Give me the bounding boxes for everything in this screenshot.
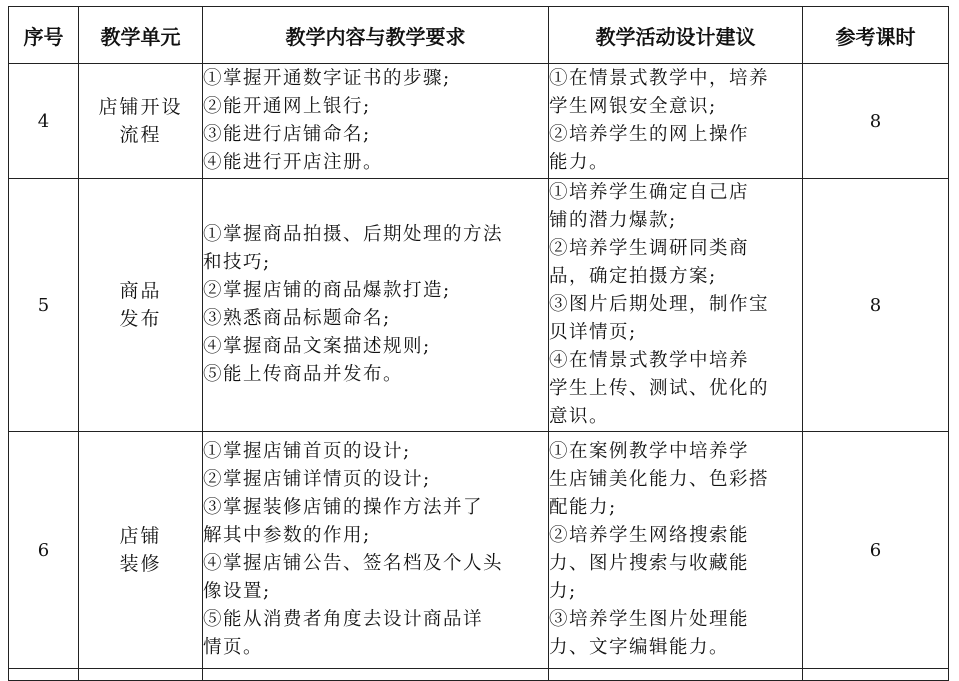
reference-hours: 6 xyxy=(803,432,949,669)
content-line: ③掌握装修店铺的操作方法并了 xyxy=(203,497,484,518)
activity-line: ②培养学生的网上操作 xyxy=(549,124,750,145)
header-content: 教学内容与教学要求 xyxy=(203,7,549,64)
content-line: ②掌握店铺详情页的设计; xyxy=(203,469,431,490)
content-line: ⑤能从消费者角度去设计商品详 xyxy=(203,609,484,630)
content-line: ④掌握商品文案描述规则; xyxy=(203,336,431,357)
reference-hours: 8 xyxy=(803,179,949,432)
table-row-continued xyxy=(9,669,949,681)
activity-suggestions xyxy=(549,179,803,432)
unit-line: 装修 xyxy=(119,553,162,575)
teaching-content xyxy=(203,64,549,179)
activity-line: 学生上传、测试、优化的 xyxy=(549,378,770,399)
row-number: 5 xyxy=(9,179,79,432)
content-line: 像设置; xyxy=(203,581,271,602)
unit-line: 店铺 xyxy=(119,525,162,547)
content-line: ①掌握店铺首页的设计; xyxy=(203,441,411,462)
content-line: 和技巧; xyxy=(203,252,271,273)
reference-hours: 8 xyxy=(803,64,949,179)
activity-line: ③培养学生图片处理能 xyxy=(549,609,750,630)
activity-line: ①培养学生确定自己店 xyxy=(549,182,750,203)
content-line: ②掌握店铺的商品爆款打造; xyxy=(203,280,451,301)
activity-line: 铺的潜力爆款; xyxy=(549,210,677,231)
unit-line: 流程 xyxy=(119,124,162,146)
empty-cell xyxy=(803,669,949,681)
empty-cell xyxy=(549,669,803,681)
unit-line: 店铺开设 xyxy=(98,96,183,118)
curriculum-table xyxy=(8,6,949,681)
activity-line: ②培养学生网络搜索能 xyxy=(549,525,750,546)
header-activities: 教学活动设计建议 xyxy=(549,7,803,64)
teaching-unit xyxy=(79,432,203,669)
unit-line: 商品 xyxy=(119,280,162,302)
teaching-unit xyxy=(79,179,203,432)
empty-cell xyxy=(9,669,79,681)
content-line: ③熟悉商品标题命名; xyxy=(203,308,391,329)
table-row xyxy=(9,432,949,669)
teaching-content xyxy=(203,432,549,669)
activity-line: 学生网银安全意识; xyxy=(549,96,717,117)
teaching-unit xyxy=(79,64,203,179)
header-unit: 教学单元 xyxy=(79,7,203,64)
activity-line: 力、图片搜索与收藏能 xyxy=(549,553,750,574)
empty-cell xyxy=(203,669,549,681)
activity-suggestions xyxy=(549,64,803,179)
row-number: 6 xyxy=(9,432,79,669)
activity-line: 配能力; xyxy=(549,497,617,518)
content-line: 解其中参数的作用; xyxy=(203,525,371,546)
activity-line: 能力。 xyxy=(549,152,610,173)
activity-line: 力; xyxy=(549,581,577,602)
empty-cell xyxy=(79,669,203,681)
activity-line: 意识。 xyxy=(549,406,610,427)
activity-line: ③图片后期处理，制作宝 xyxy=(549,294,770,315)
row-number: 4 xyxy=(9,64,79,179)
unit-line: 发布 xyxy=(119,308,162,330)
activity-suggestions xyxy=(549,432,803,669)
activity-line: 品，确定拍摄方案; xyxy=(549,266,717,287)
activity-line: ④在情景式教学中培养 xyxy=(549,350,750,371)
content-line: ②能开通网上银行; xyxy=(203,96,371,117)
content-line: ③能进行店铺命名; xyxy=(203,124,371,145)
content-line: ④掌握店铺公告、签名档及个人头 xyxy=(203,553,504,574)
activity-line: 生店铺美化能力、色彩搭 xyxy=(549,469,770,490)
content-line: 情页。 xyxy=(203,637,264,658)
activity-line: ①在情景式教学中，培养 xyxy=(549,68,770,89)
teaching-content xyxy=(203,179,549,432)
activity-line: ①在案例教学中培养学 xyxy=(549,441,750,462)
table-row xyxy=(9,64,949,179)
content-line: ⑤能上传商品并发布。 xyxy=(203,364,404,385)
content-line: ①掌握商品拍摄、后期处理的方法 xyxy=(203,224,504,245)
content-line: ①掌握开通数字证书的步骤; xyxy=(203,68,451,89)
activity-line: 力、文字编辑能力。 xyxy=(549,637,730,658)
activity-line: ②培养学生调研同类商 xyxy=(549,238,750,259)
table-row xyxy=(9,179,949,432)
header-hours: 参考课时 xyxy=(803,7,949,64)
content-line: ④能进行开店注册。 xyxy=(203,152,384,173)
header-row xyxy=(9,7,949,64)
header-no: 序号 xyxy=(9,7,79,64)
activity-line: 贝详情页; xyxy=(549,322,637,343)
